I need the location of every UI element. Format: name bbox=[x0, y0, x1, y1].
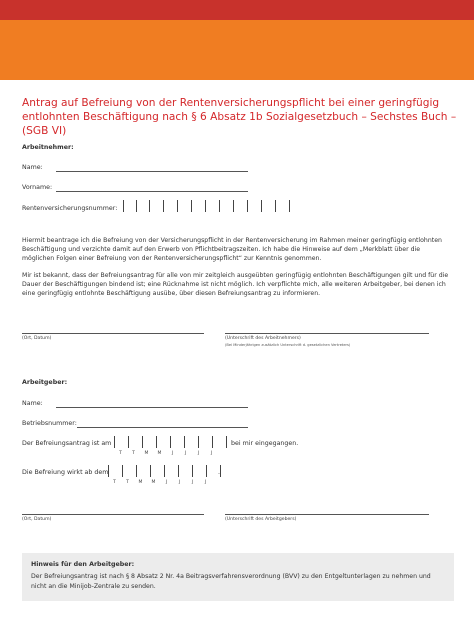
date-letter: J bbox=[204, 480, 207, 485]
pension-number-field[interactable] bbox=[123, 200, 290, 212]
date-letter: J bbox=[191, 480, 194, 485]
effective-date-suffix: . bbox=[218, 469, 221, 476]
employer-place-date-label: (Ort, Datum) bbox=[22, 517, 52, 522]
employee-name-field[interactable] bbox=[56, 171, 248, 172]
date-letter: T bbox=[132, 451, 135, 456]
employee-firstname-label: Vorname: bbox=[22, 184, 53, 191]
declaration-paragraph-2: Mir ist bekannt, dass der Befreiungsantrag für alle von mir zeitgleich ausgeübten geringfügig entlohnten Beschäftigungen gilt und für die Dauer der Beschäftigungen bindend ist; eine Rücknahme ist nicht möglich. Ich verpflichte mich, alle weiteren Arbeitgeber, bei denen ich eine geringfügig entlohnte Beschäftigung ausübe, über diesen Befreiungsantrag zu informieren. bbox=[22, 272, 449, 297]
date-letter: T bbox=[119, 451, 122, 456]
date-letter: J bbox=[165, 480, 168, 485]
effective-date-label: Die Befreiung wirkt ab dem bbox=[22, 469, 109, 476]
header-orange-band bbox=[0, 20, 474, 80]
pension-number-label: Rentenversicherungsnummer: bbox=[22, 205, 118, 212]
received-date-suffix: bei mir eingegangen. bbox=[231, 440, 299, 447]
employee-section-label: Arbeitnehmer: bbox=[22, 144, 74, 151]
company-number-label: Betriebsnummer: bbox=[22, 420, 77, 427]
hint-text: Der Befreiungsantrag ist nach § 8 Absatz 2 Nr. 4a Beitragsverfahrensverordnung (BVV) zu den Entgeltunterlagen zu nehmen und nicht an die Minijob-Zentrale zu senden. bbox=[31, 573, 431, 590]
employee-place-date-label: (Ort, Datum) bbox=[22, 336, 52, 341]
employer-signature-label: (Unterschrift des Arbeitgebers) bbox=[225, 517, 297, 522]
received-date-field[interactable] bbox=[114, 436, 227, 448]
employer-section-label: Arbeitgeber: bbox=[22, 379, 68, 386]
employee-signature-field[interactable] bbox=[225, 333, 429, 334]
received-date-format-labels bbox=[114, 451, 218, 456]
employer-name-label: Name: bbox=[22, 400, 43, 407]
date-letter: J bbox=[210, 451, 213, 456]
date-letter: J bbox=[178, 480, 181, 485]
date-letter: T bbox=[113, 480, 116, 485]
date-letter: M bbox=[144, 451, 149, 456]
minor-signature-note: (Bei Minderjährigen zusätzlich Unterschrift d. gesetzlichen Vertreters) bbox=[225, 343, 351, 347]
form-title: Antrag auf Befreiung von der Rentenversicherungspflicht bei einer geringfügig entlohnten Beschäftigung nach § 6 Absatz 1b Sozialgesetzbuch – Sechstes Buch – (SGB VI) bbox=[22, 97, 457, 137]
employer-hint-box bbox=[22, 553, 454, 601]
employer-signature-field[interactable] bbox=[225, 514, 429, 515]
declaration-paragraph-1: Hiermit beantrage ich die Befreiung von der Versicherungspflicht in der Rentenversicherung im Rahmen meiner geringfügig entlohnten Beschäftigung und verzichte damit auf den Erwerb von Pflichtbeitragszeiten. Ich habe die Hinweise auf dem „Merkblatt über die möglichen Folgen einer Befreiung von der Rentenversicherungspflicht“ zur Kenntnis genommen. bbox=[22, 237, 442, 262]
employee-firstname-field[interactable] bbox=[56, 191, 248, 192]
company-number-field[interactable] bbox=[77, 427, 248, 428]
employer-name-field[interactable] bbox=[56, 407, 248, 408]
date-letter: M bbox=[151, 480, 156, 485]
employee-place-date-field[interactable] bbox=[22, 333, 204, 334]
effective-date-field[interactable] bbox=[108, 465, 221, 477]
received-date-label: Der Befreiungsantrag ist am bbox=[22, 440, 112, 447]
date-letter: J bbox=[197, 451, 200, 456]
employee-name-label: Name: bbox=[22, 164, 43, 171]
effective-date-format-labels bbox=[108, 480, 212, 485]
hint-title: Hinweis für den Arbeitgeber: bbox=[31, 561, 135, 568]
date-letter: J bbox=[171, 451, 174, 456]
employer-place-date-field[interactable] bbox=[22, 514, 204, 515]
date-letter: M bbox=[157, 451, 162, 456]
employee-signature-label: (Unterschrift des Arbeitnehmers) bbox=[225, 336, 301, 341]
date-letter: T bbox=[126, 480, 129, 485]
date-letter: M bbox=[138, 480, 143, 485]
date-letter: J bbox=[184, 451, 187, 456]
header-red-band bbox=[0, 0, 474, 20]
